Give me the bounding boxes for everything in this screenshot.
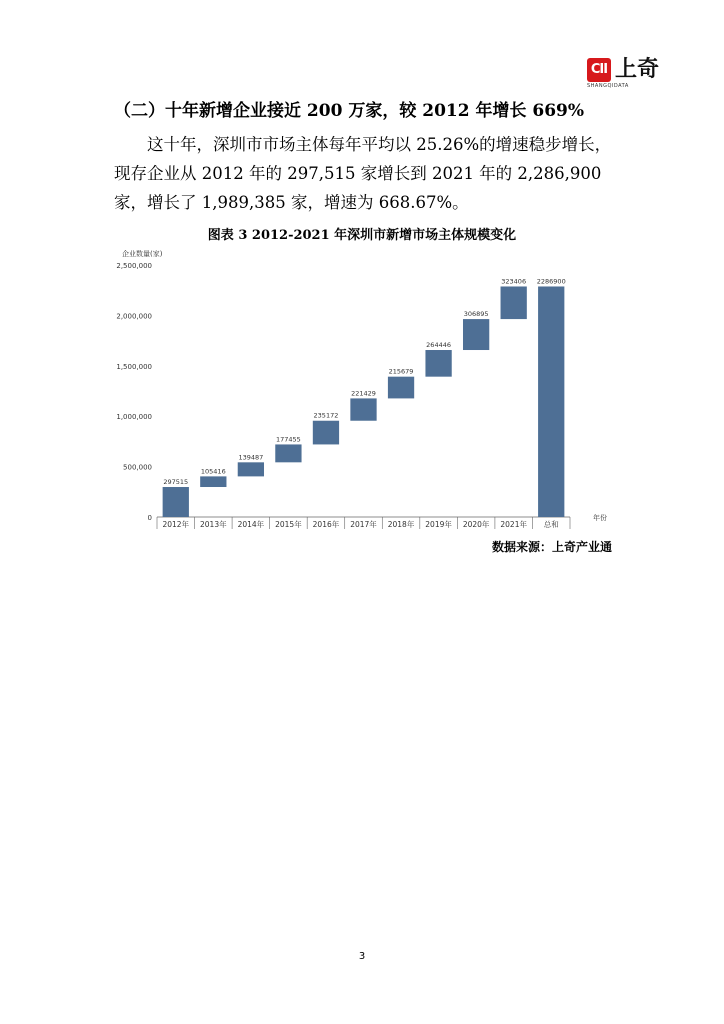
y-tick-label: 2,000,000 bbox=[116, 312, 152, 321]
data-label: 215679 bbox=[388, 367, 414, 376]
data-label: 235172 bbox=[313, 411, 339, 420]
data-label: 105416 bbox=[200, 467, 226, 476]
y-tick-label: 0 bbox=[147, 514, 152, 522]
waterfall-chart bbox=[100, 248, 620, 540]
logo-name: 上奇 bbox=[615, 57, 660, 82]
x-tick-label: 2016年 bbox=[312, 520, 340, 529]
x-tick-label: 2018年 bbox=[387, 520, 415, 529]
company-logo bbox=[587, 56, 687, 92]
x-tick-label: 2013年 bbox=[200, 520, 227, 529]
section-heading: （二）十年新增企业接近 200 万家，较 2012 年增长 669% bbox=[114, 101, 585, 121]
bar bbox=[538, 286, 564, 517]
y-tick-label: 500,000 bbox=[123, 463, 152, 472]
bar bbox=[463, 319, 489, 350]
x-tick-label: 2017年 bbox=[350, 520, 377, 529]
x-tick-label: 2015年 bbox=[275, 520, 302, 529]
data-label: 139487 bbox=[238, 453, 264, 462]
x-tick-label: 2014年 bbox=[237, 520, 265, 529]
figure-title: 图表 3 2012-2021 年深圳市新增市场主体规模变化 bbox=[207, 228, 517, 243]
bar bbox=[388, 377, 414, 399]
x-tick-label: 2019年 bbox=[425, 520, 452, 529]
x-axis-label: 年份 bbox=[593, 514, 607, 522]
bar bbox=[313, 421, 339, 445]
page-number: 3 bbox=[358, 951, 366, 962]
data-label: 297515 bbox=[163, 478, 189, 487]
x-tick-label: 2021年 bbox=[500, 520, 527, 529]
y-tick-label: 1,500,000 bbox=[116, 362, 152, 371]
x-tick-label: 2012年 bbox=[162, 520, 190, 529]
bar bbox=[163, 487, 189, 517]
paragraph-text: 这十年，深圳市市场主体每年平均以 25.26%的增速稳步增长，现存企业从 2012 年的 297,515 家增长到 2021 年的 2,286,900 家，增长了 1,989,385 家，增速为 668.67%。 bbox=[114, 135, 612, 212]
y-tick-label: 1,000,000 bbox=[116, 413, 152, 422]
data-label: 264446 bbox=[426, 341, 452, 350]
x-tick-label: 2020年 bbox=[462, 520, 490, 529]
bar bbox=[200, 476, 226, 487]
data-label: 2286900 bbox=[536, 277, 566, 286]
body-paragraph bbox=[114, 130, 614, 217]
data-source: 数据来源：上奇产业通 bbox=[491, 540, 612, 554]
data-label: 177455 bbox=[275, 435, 301, 444]
data-label: 323406 bbox=[501, 277, 527, 286]
bar bbox=[275, 444, 301, 462]
bar bbox=[238, 462, 264, 476]
y-axis-label: 企业数量(家) bbox=[122, 250, 163, 258]
bar bbox=[425, 350, 451, 377]
data-label: 221429 bbox=[351, 389, 376, 398]
bar bbox=[350, 398, 376, 420]
x-tick-label: 总和 bbox=[543, 520, 559, 529]
bar bbox=[501, 286, 527, 319]
y-tick-label: 2,500,000 bbox=[116, 262, 152, 270]
logo-mark: CII bbox=[587, 58, 611, 82]
logo-subtitle: SHANGQIDATA bbox=[587, 83, 629, 89]
data-label: 306895 bbox=[463, 310, 489, 319]
